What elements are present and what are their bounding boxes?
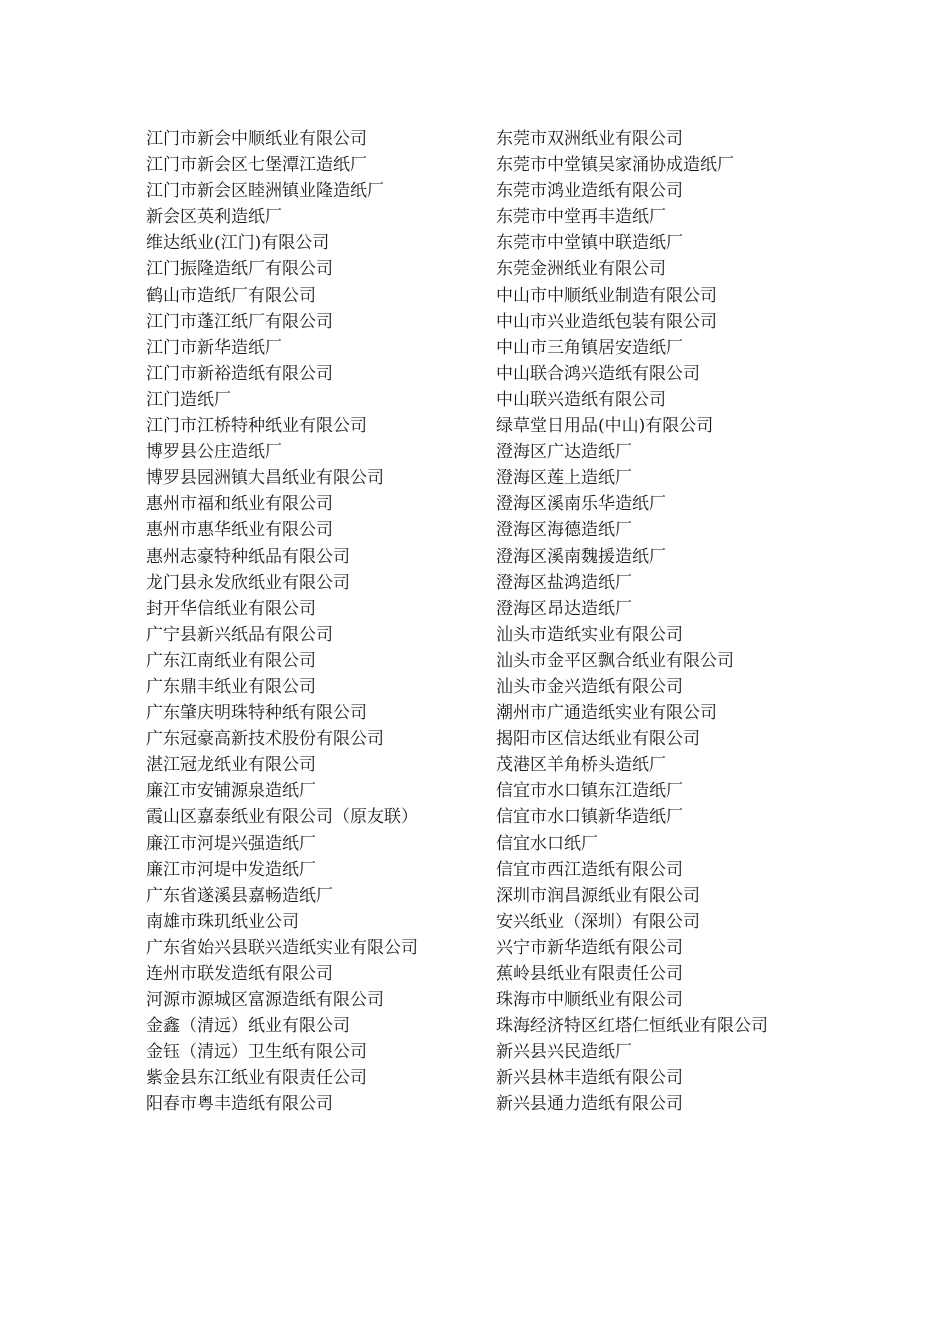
company-name: 江门市新会区睦洲镇业隆造纸厂 <box>146 181 384 202</box>
company-name: 广东江南纸业有限公司 <box>146 650 316 671</box>
company-name: 汕头市造纸实业有限公司 <box>496 624 683 645</box>
company-name: 新兴县兴民造纸厂 <box>496 1042 632 1063</box>
company-name: 连州市联发造纸有限公司 <box>146 964 333 984</box>
company-name: 东莞金洲纸业有限公司 <box>496 259 666 280</box>
company-name: 茂港区羊角桥头造纸厂 <box>496 755 666 776</box>
company-name: 潮州市广通造纸实业有限公司 <box>496 703 717 724</box>
company-name: 紫金县东江纸业有限责任公司 <box>146 1068 367 1089</box>
company-name: 澄海区海德造纸厂 <box>496 520 632 541</box>
company-name: 澄海区广达造纸厂 <box>496 442 632 463</box>
company-name: 阳春市粤丰造纸有限公司 <box>146 1094 333 1115</box>
company-name: 江门市新会中顺纸业有限公司 <box>146 129 367 149</box>
company-name: 博罗县园洲镇大昌纸业有限公司 <box>146 468 384 489</box>
company-name: 江门市蓬江纸厂有限公司 <box>146 311 333 332</box>
company-name: 江门市江桥特种纸业有限公司 <box>146 416 367 437</box>
company-name: 广东省始兴县联兴造纸实业有限公司 <box>146 937 418 958</box>
company-name: 广东肇庆明珠特种纸有限公司 <box>146 703 367 724</box>
company-name: 东莞市鸿业造纸有限公司 <box>496 181 683 202</box>
company-name: 广东冠豪高新技术股份有限公司 <box>146 729 384 750</box>
company-name: 揭阳市区信达纸业有限公司 <box>496 729 700 750</box>
company-name: 澄海区溪南乐华造纸厂 <box>496 494 666 515</box>
company-name: 东莞市中堂再丰造纸厂 <box>496 207 666 228</box>
company-name: 中山联兴造纸有限公司 <box>496 389 666 410</box>
company-list-left <box>146 126 486 1118</box>
company-name: 廉江市河堤中发造纸厂 <box>146 859 316 880</box>
company-name: 信宜市西江造纸有限公司 <box>496 859 683 880</box>
company-name: 惠州市惠华纸业有限公司 <box>146 520 333 541</box>
company-name: 信宜水口纸厂 <box>496 833 598 854</box>
company-name: 中山市兴业造纸包装有限公司 <box>496 311 717 332</box>
company-name: 江门市新华造纸厂 <box>146 337 282 358</box>
company-name: 博罗县公庄造纸厂 <box>146 442 282 463</box>
company-name: 惠州市福和纸业有限公司 <box>146 494 333 515</box>
company-name: 河源市源城区富源造纸有限公司 <box>146 990 384 1011</box>
company-name: 惠州志豪特种纸品有限公司 <box>146 546 350 567</box>
company-name: 南雄市珠玑纸业公司 <box>146 911 299 932</box>
company-name: 信宜市水口镇新华造纸厂 <box>496 807 683 828</box>
company-name: 东莞市中堂镇中联造纸厂 <box>496 233 683 254</box>
company-name: 珠海经济特区红塔仁恒纸业有限公司 <box>496 1016 768 1037</box>
company-name: 江门市新会区七堡潭江造纸厂 <box>146 155 367 176</box>
company-name: 澄海区昂达造纸厂 <box>496 598 632 619</box>
company-name: 安兴纸业（深圳）有限公司 <box>496 911 700 932</box>
company-name: 澄海区莲上造纸厂 <box>496 468 632 489</box>
company-name: 汕头市金兴造纸有限公司 <box>496 676 683 697</box>
company-list-right <box>496 126 836 1118</box>
company-name: 汕头市金平区飘合纸业有限公司 <box>496 650 734 671</box>
company-name: 金鑫（清远）纸业有限公司 <box>146 1016 350 1037</box>
company-name: 蕉岭县纸业有限责任公司 <box>496 964 683 984</box>
company-name: 广东鼎丰纸业有限公司 <box>146 676 316 697</box>
company-name: 江门市新裕造纸有限公司 <box>146 363 333 384</box>
company-name: 广东省遂溪县嘉畅造纸厂 <box>146 885 333 906</box>
company-name: 湛江冠龙纸业有限公司 <box>146 755 316 776</box>
company-name: 金钰（清远）卫生纸有限公司 <box>146 1042 367 1063</box>
company-name: 江门造纸厂 <box>146 389 231 410</box>
company-name: 澄海区溪南魏援造纸厂 <box>496 546 666 567</box>
company-name: 珠海市中顺纸业有限公司 <box>496 990 683 1011</box>
company-name: 廉江市河堤兴强造纸厂 <box>146 833 316 854</box>
company-name: 东莞市双洲纸业有限公司 <box>496 129 683 149</box>
company-name: 兴宁市新华造纸有限公司 <box>496 937 683 958</box>
company-name: 江门振隆造纸厂有限公司 <box>146 259 333 280</box>
company-name: 廉江市安铺源泉造纸厂 <box>146 781 316 802</box>
company-name: 新会区英利造纸厂 <box>146 207 282 228</box>
company-name: 中山联合鸿兴造纸有限公司 <box>496 363 700 384</box>
company-name: 中山市三角镇居安造纸厂 <box>496 337 683 358</box>
company-name: 澄海区盐鸿造纸厂 <box>496 572 632 593</box>
company-name: 龙门县永发欣纸业有限公司 <box>146 572 350 593</box>
company-name: 封开华信纸业有限公司 <box>146 598 316 619</box>
company-name: 深圳市润昌源纸业有限公司 <box>496 885 700 906</box>
company-name: 广宁县新兴纸品有限公司 <box>146 624 333 645</box>
company-name: 新兴县林丰造纸有限公司 <box>496 1068 683 1089</box>
company-name: 东莞市中堂镇吴家涌协成造纸厂 <box>496 155 734 176</box>
company-name: 维达纸业(江门)有限公司 <box>146 233 330 254</box>
company-name: 霞山区嘉泰纸业有限公司（原友联） <box>146 807 418 828</box>
company-name: 绿草堂日用品(中山)有限公司 <box>496 416 714 437</box>
company-name: 鹤山市造纸厂有限公司 <box>146 285 316 306</box>
company-name: 中山市中顺纸业制造有限公司 <box>496 285 717 306</box>
company-name: 新兴县通力造纸有限公司 <box>496 1094 683 1115</box>
company-name: 信宜市水口镇东江造纸厂 <box>496 781 683 802</box>
